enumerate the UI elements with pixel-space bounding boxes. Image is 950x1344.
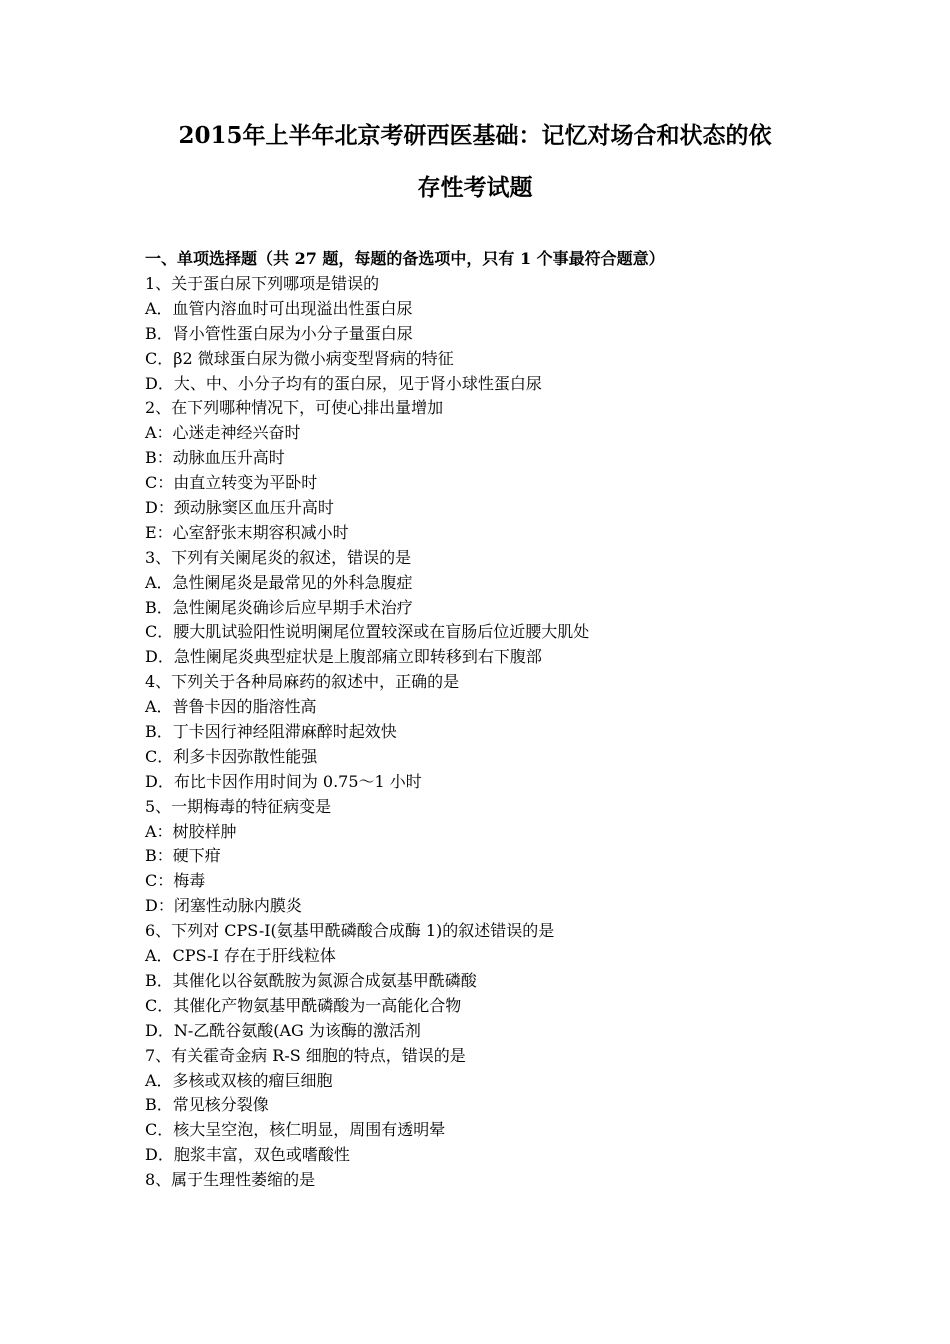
answer-option: D．N-乙酰谷氨酸(AG 为该酶的激活剂 <box>145 1020 421 1040</box>
answer-option: E：心室舒张末期容积减小时 <box>145 522 349 542</box>
question-list <box>145 272 865 1193</box>
answer-option: A．普鲁卡因的脂溶性高 <box>145 697 317 717</box>
answer-option: A：树胶样肿 <box>145 821 237 841</box>
answer-option: C．其催化产物氨基甲酰磷酸为一高能化合物 <box>145 995 462 1015</box>
answer-option: A：心迷走神经兴奋时 <box>145 423 301 443</box>
answer-option: D．急性阑尾炎典型症状是上腹部痛立即转移到右下腹部 <box>145 647 542 667</box>
answer-option: B：硬下疳 <box>145 846 221 866</box>
question-stem: 6、下列对 CPS-I(氨基甲酰磷酸合成酶 1)的叙述错误的是 <box>145 921 555 941</box>
answer-option: C．核大呈空泡，核仁明显，周围有透明晕 <box>145 1120 446 1140</box>
answer-option: B．肾小管性蛋白尿为小分子量蛋白尿 <box>145 323 413 343</box>
section-heading: 一、单项选择题（共 27 题，每题的备选项中，只有 1 个事最符合题意） <box>145 249 665 268</box>
answer-option: C．β2 微球蛋白尿为微小病变型肾病的特征 <box>145 348 454 368</box>
answer-option: B．丁卡因行神经阻滞麻醉时起效快 <box>145 722 397 742</box>
answer-option: C．腰大肌试验阳性说明阑尾位置较深或在盲肠后位近腰大肌处 <box>145 622 590 642</box>
question-stem: 4、下列关于各种局麻药的叙述中，正确的是 <box>145 672 460 692</box>
document-title-line-2: 存性考试题 <box>417 174 533 201</box>
question-stem: 7、有关霍奇金病 R-S 细胞的特点，错误的是 <box>145 1045 466 1065</box>
question-stem: 2、在下列哪种情况下，可使心排出量增加 <box>145 398 444 418</box>
answer-option: B．常见核分裂像 <box>145 1095 269 1115</box>
answer-option: C．利多卡因弥散性能强 <box>145 746 318 766</box>
answer-option: B．急性阑尾炎确诊后应早期手术治疗 <box>145 597 413 617</box>
answer-option: D：闭塞性动脉内膜炎 <box>145 896 302 916</box>
question-stem: 3、下列有关阑尾炎的叙述，错误的是 <box>145 547 412 567</box>
question-stem: 5、一期梅毒的特征病变是 <box>145 796 332 816</box>
answer-option: D．大、中、小分子均有的蛋白尿，见于肾小球性蛋白尿 <box>145 373 542 393</box>
document-title-line-1: 2015年上半年北京考研西医基础：记忆对场合和状态的依 <box>178 122 772 149</box>
question-stem: 1、关于蛋白尿下列哪项是错误的 <box>145 274 380 293</box>
answer-option: C：梅毒 <box>145 871 206 891</box>
answer-option: B：动脉血压升高时 <box>145 448 285 468</box>
answer-option: A．多核或双核的瘤巨细胞 <box>145 1070 333 1090</box>
question-stem: 8、属于生理性萎缩的是 <box>145 1170 316 1190</box>
answer-option: A．血管内溶血时可出现溢出性蛋白尿 <box>145 298 413 318</box>
answer-option: D．胞浆丰富，双色或嗜酸性 <box>145 1145 350 1165</box>
answer-option: D．布比卡因作用时间为 0.75～1 小时 <box>145 771 422 791</box>
answer-option: A．CPS-I 存在于肝线粒体 <box>145 946 336 966</box>
answer-option: B．其催化以谷氨酰胺为氮源合成氨基甲酰磷酸 <box>145 970 477 990</box>
answer-option: C：由直立转变为平卧时 <box>145 473 318 493</box>
answer-option: A．急性阑尾炎是最常见的外科急腹症 <box>145 572 413 592</box>
answer-option: D：颈动脉窦区血压升高时 <box>145 498 334 518</box>
